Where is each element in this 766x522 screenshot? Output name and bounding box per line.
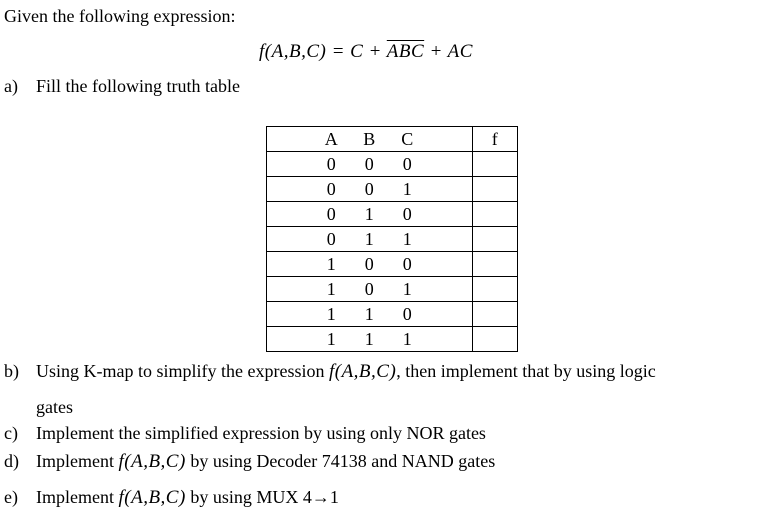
table-row bbox=[267, 327, 518, 352]
part-d-func: f(A,B,C) bbox=[118, 451, 186, 472]
expression-abc-bar: $\overline{ABC}$ bbox=[386, 41, 425, 62]
table-row bbox=[267, 227, 518, 252]
cell-c: 0 bbox=[402, 153, 412, 174]
part-b-text-2: , then implement that by using logic bbox=[396, 361, 656, 381]
part-c bbox=[4, 423, 486, 444]
cell-b: 1 bbox=[364, 228, 374, 249]
cell-a: 0 bbox=[326, 203, 336, 224]
cell-b: 1 bbox=[364, 203, 374, 224]
part-e-text-2: by using MUX 4→1 bbox=[185, 487, 339, 507]
part-e-func: f(A,B,C) bbox=[118, 487, 186, 508]
part-d-text-2: by using Decoder 74138 and NAND gates bbox=[185, 451, 496, 471]
part-c-text: Implement the simplified expression by using only NOR gates bbox=[36, 423, 486, 443]
part-b bbox=[4, 361, 656, 383]
cell-c: 1 bbox=[402, 328, 412, 349]
cell-f[interactable] bbox=[472, 252, 517, 277]
intro-text: Given the following expression: bbox=[4, 6, 236, 26]
truth-table-header bbox=[267, 127, 518, 152]
cell-b: 0 bbox=[364, 153, 374, 174]
cell-f[interactable] bbox=[472, 202, 517, 227]
part-d-label: d) bbox=[4, 451, 19, 471]
table-row bbox=[267, 177, 518, 202]
cell-b: 0 bbox=[364, 278, 374, 299]
table-row bbox=[267, 302, 518, 327]
cell-b: 1 bbox=[364, 328, 374, 349]
truth-table bbox=[266, 126, 518, 352]
part-b-label: b) bbox=[4, 361, 19, 381]
part-d bbox=[4, 451, 495, 473]
cell-b: 0 bbox=[364, 178, 374, 199]
expression-lhs: f(A,B,C) = C + bbox=[259, 41, 387, 62]
cell-c: 0 bbox=[402, 303, 412, 324]
part-d-text-1: Implement bbox=[36, 451, 119, 471]
part-e bbox=[4, 487, 339, 509]
expression bbox=[259, 41, 473, 63]
header-c: C bbox=[401, 128, 414, 149]
part-e-text-1: Implement bbox=[36, 487, 119, 507]
header-b: B bbox=[363, 128, 376, 149]
cell-c: 1 bbox=[402, 228, 412, 249]
cell-b: 1 bbox=[364, 303, 374, 324]
cell-a: 1 bbox=[326, 278, 336, 299]
table-row bbox=[267, 252, 518, 277]
cell-a: 1 bbox=[326, 328, 336, 349]
part-a-label: a) bbox=[4, 76, 18, 96]
cell-c: 1 bbox=[402, 278, 412, 299]
part-e-label: e) bbox=[4, 487, 18, 507]
cell-c: 0 bbox=[402, 203, 412, 224]
part-b-text-1: Using K-map to simplify the expression bbox=[36, 361, 329, 381]
table-row bbox=[267, 152, 518, 177]
cell-f[interactable] bbox=[472, 302, 517, 327]
cell-f[interactable] bbox=[472, 327, 517, 352]
cell-f[interactable] bbox=[472, 177, 517, 202]
cell-f[interactable] bbox=[472, 227, 517, 252]
header-f: f bbox=[472, 127, 517, 152]
cell-f[interactable] bbox=[472, 277, 517, 302]
part-b-text-3: gates bbox=[36, 397, 73, 417]
cell-f[interactable] bbox=[472, 152, 517, 177]
expression-rhs: + AC bbox=[424, 41, 473, 62]
cell-a: 0 bbox=[326, 228, 336, 249]
table-row bbox=[267, 277, 518, 302]
cell-c: 1 bbox=[402, 178, 412, 199]
header-a: A bbox=[324, 128, 338, 149]
part-a bbox=[4, 76, 240, 97]
part-c-label: c) bbox=[4, 423, 18, 443]
cell-a: 1 bbox=[326, 253, 336, 274]
cell-a: 0 bbox=[326, 178, 336, 199]
part-a-text: Fill the following truth table bbox=[36, 76, 240, 96]
cell-a: 1 bbox=[326, 303, 336, 324]
cell-a: 0 bbox=[326, 153, 336, 174]
part-b-func: f(A,B,C) bbox=[328, 361, 397, 382]
cell-b: 0 bbox=[364, 253, 374, 274]
table-row bbox=[267, 202, 518, 227]
cell-c: 0 bbox=[402, 253, 412, 274]
